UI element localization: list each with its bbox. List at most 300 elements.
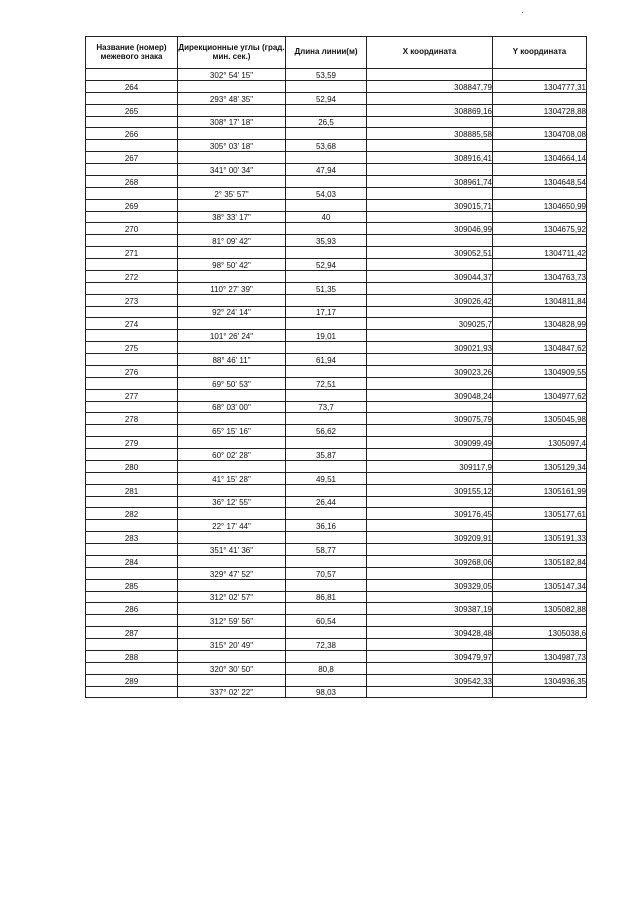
empty-cell xyxy=(493,377,587,389)
segment-row xyxy=(86,639,587,651)
empty-cell xyxy=(178,318,286,330)
y-coordinate-cell: 1304664,14 xyxy=(493,152,587,164)
point-row xyxy=(86,627,587,639)
empty-cell xyxy=(86,164,178,176)
empty-cell xyxy=(86,259,178,271)
empty-cell xyxy=(286,650,367,662)
x-coordinate-cell: 309099,49 xyxy=(367,437,493,449)
empty-cell xyxy=(178,128,286,140)
empty-cell xyxy=(493,544,587,556)
length-cell: 19,01 xyxy=(286,330,367,342)
empty-cell xyxy=(86,567,178,579)
empty-cell xyxy=(86,330,178,342)
angle-cell: 38° 33' 17" xyxy=(178,211,286,223)
empty-cell xyxy=(367,306,493,318)
length-cell: 56,62 xyxy=(286,425,367,437)
empty-cell xyxy=(367,686,493,698)
y-coordinate-cell: 1304711,42 xyxy=(493,247,587,259)
segment-row xyxy=(86,449,587,461)
y-coordinate-cell: 1304977,62 xyxy=(493,389,587,401)
point-row xyxy=(86,128,587,140)
length-cell: 40 xyxy=(286,211,367,223)
empty-cell xyxy=(86,591,178,603)
y-coordinate-cell: 1304675,92 xyxy=(493,223,587,235)
point-name-cell: 264 xyxy=(86,80,178,92)
empty-cell xyxy=(86,354,178,366)
empty-cell xyxy=(367,472,493,484)
x-coordinate-cell: 309542,33 xyxy=(367,674,493,686)
empty-cell xyxy=(286,223,367,235)
empty-cell xyxy=(493,235,587,247)
x-coordinate-cell: 309209,91 xyxy=(367,532,493,544)
angle-cell: 315° 20' 49" xyxy=(178,639,286,651)
length-cell: 72,51 xyxy=(286,377,367,389)
point-name-cell: 266 xyxy=(86,128,178,140)
y-coordinate-cell: 1304648,54 xyxy=(493,175,587,187)
segment-row xyxy=(86,306,587,318)
angle-cell: 312° 02' 57" xyxy=(178,591,286,603)
x-coordinate-cell: 309075,79 xyxy=(367,413,493,425)
scan-speck xyxy=(522,12,523,13)
y-coordinate-cell: 1304708,08 xyxy=(493,128,587,140)
empty-cell xyxy=(86,282,178,294)
segment-row xyxy=(86,282,587,294)
empty-cell xyxy=(286,579,367,591)
x-coordinate-cell: 309021,93 xyxy=(367,342,493,354)
empty-cell xyxy=(367,354,493,366)
empty-cell xyxy=(286,437,367,449)
empty-cell xyxy=(493,164,587,176)
empty-cell xyxy=(178,579,286,591)
y-coordinate-cell: 1305177,61 xyxy=(493,508,587,520)
empty-cell xyxy=(86,496,178,508)
point-name-cell: 276 xyxy=(86,365,178,377)
empty-cell xyxy=(86,662,178,674)
length-cell: 52,94 xyxy=(286,259,367,271)
x-coordinate-cell: 308916,41 xyxy=(367,152,493,164)
point-row xyxy=(86,104,587,116)
empty-cell xyxy=(178,627,286,639)
empty-cell xyxy=(86,425,178,437)
empty-cell xyxy=(493,449,587,461)
point-name-cell: 284 xyxy=(86,555,178,567)
y-coordinate-cell: 1305045,98 xyxy=(493,413,587,425)
angle-cell: 22° 17' 44" xyxy=(178,520,286,532)
empty-cell xyxy=(86,544,178,556)
point-row xyxy=(86,318,587,330)
empty-cell xyxy=(367,615,493,627)
segment-row xyxy=(86,567,587,579)
segment-row xyxy=(86,211,587,223)
empty-cell xyxy=(178,460,286,472)
empty-cell xyxy=(286,389,367,401)
point-row xyxy=(86,294,587,306)
angle-cell: 110° 27' 39" xyxy=(178,282,286,294)
angle-cell: 305° 03' 18" xyxy=(178,140,286,152)
length-cell: 17,17 xyxy=(286,306,367,318)
empty-cell xyxy=(493,686,587,698)
x-coordinate-cell: 309428,48 xyxy=(367,627,493,639)
point-row xyxy=(86,247,587,259)
point-row xyxy=(86,508,587,520)
empty-cell xyxy=(86,377,178,389)
empty-cell xyxy=(86,472,178,484)
point-name-cell: 278 xyxy=(86,413,178,425)
empty-cell xyxy=(367,377,493,389)
point-name-cell: 267 xyxy=(86,152,178,164)
y-coordinate-cell: 1305129,34 xyxy=(493,460,587,472)
empty-cell xyxy=(493,567,587,579)
empty-cell xyxy=(86,306,178,318)
length-cell: 60,54 xyxy=(286,615,367,627)
angle-cell: 351° 41' 36" xyxy=(178,544,286,556)
point-name-cell: 281 xyxy=(86,484,178,496)
empty-cell xyxy=(286,175,367,187)
empty-cell xyxy=(367,425,493,437)
point-name-cell: 289 xyxy=(86,674,178,686)
empty-cell xyxy=(493,520,587,532)
empty-cell xyxy=(286,318,367,330)
empty-cell xyxy=(86,69,178,81)
angle-cell: 308° 17' 18" xyxy=(178,116,286,128)
empty-cell xyxy=(367,544,493,556)
empty-cell xyxy=(493,69,587,81)
angle-cell: 36° 12' 55" xyxy=(178,496,286,508)
y-coordinate-cell: 1305097,4 xyxy=(493,437,587,449)
segment-row xyxy=(86,520,587,532)
length-cell: 26,5 xyxy=(286,116,367,128)
empty-cell xyxy=(86,92,178,104)
segment-row xyxy=(86,235,587,247)
x-coordinate-cell: 308961,74 xyxy=(367,175,493,187)
empty-cell xyxy=(493,211,587,223)
segment-row xyxy=(86,544,587,556)
x-coordinate-cell: 309052,51 xyxy=(367,247,493,259)
header-x: X координата xyxy=(367,37,493,69)
empty-cell xyxy=(178,508,286,520)
y-coordinate-cell: 1305082,88 xyxy=(493,603,587,615)
length-cell: 36,16 xyxy=(286,520,367,532)
angle-cell: 341° 00' 34" xyxy=(178,164,286,176)
point-name-cell: 273 xyxy=(86,294,178,306)
empty-cell xyxy=(178,294,286,306)
point-name-cell: 288 xyxy=(86,650,178,662)
x-coordinate-cell: 308885,58 xyxy=(367,128,493,140)
point-row xyxy=(86,484,587,496)
segment-row xyxy=(86,425,587,437)
header-length: Длина линии(м) xyxy=(286,37,367,69)
empty-cell xyxy=(86,235,178,247)
length-cell: 70,57 xyxy=(286,567,367,579)
y-coordinate-cell: 1304811,84 xyxy=(493,294,587,306)
x-coordinate-cell: 309387,19 xyxy=(367,603,493,615)
empty-cell xyxy=(286,247,367,259)
empty-cell xyxy=(286,413,367,425)
point-name-cell: 283 xyxy=(86,532,178,544)
empty-cell xyxy=(493,401,587,413)
x-coordinate-cell: 309329,05 xyxy=(367,579,493,591)
y-coordinate-cell: 1304847,62 xyxy=(493,342,587,354)
header-name: Название (номер) межевого знака xyxy=(86,37,178,69)
angle-cell: 60° 02' 28" xyxy=(178,449,286,461)
y-coordinate-cell: 1304828,99 xyxy=(493,318,587,330)
angle-cell: 320° 30' 50" xyxy=(178,662,286,674)
empty-cell xyxy=(286,152,367,164)
angle-cell: 2° 35' 57" xyxy=(178,187,286,199)
segment-row xyxy=(86,164,587,176)
point-row xyxy=(86,603,587,615)
empty-cell xyxy=(178,532,286,544)
x-coordinate-cell: 308847,79 xyxy=(367,80,493,92)
segment-row xyxy=(86,92,587,104)
angle-cell: 293° 48' 35" xyxy=(178,92,286,104)
empty-cell xyxy=(178,247,286,259)
point-name-cell: 272 xyxy=(86,270,178,282)
y-coordinate-cell: 1304987,73 xyxy=(493,650,587,662)
point-name-cell: 282 xyxy=(86,508,178,520)
segment-row xyxy=(86,591,587,603)
empty-cell xyxy=(178,199,286,211)
x-coordinate-cell: 309176,45 xyxy=(367,508,493,520)
angle-cell: 98° 50' 42" xyxy=(178,259,286,271)
empty-cell xyxy=(86,520,178,532)
point-row xyxy=(86,175,587,187)
empty-cell xyxy=(86,211,178,223)
angle-cell: 69° 50' 53" xyxy=(178,377,286,389)
length-cell: 86,81 xyxy=(286,591,367,603)
y-coordinate-cell: 1304728,88 xyxy=(493,104,587,116)
empty-cell xyxy=(178,484,286,496)
empty-cell xyxy=(286,603,367,615)
point-row xyxy=(86,199,587,211)
point-row xyxy=(86,270,587,282)
x-coordinate-cell: 309046,99 xyxy=(367,223,493,235)
empty-cell xyxy=(178,555,286,567)
angle-cell: 329° 47' 52" xyxy=(178,567,286,579)
table-body xyxy=(86,69,587,698)
angle-cell: 81° 09' 42" xyxy=(178,235,286,247)
x-coordinate-cell: 308869,16 xyxy=(367,104,493,116)
segment-row xyxy=(86,615,587,627)
point-row xyxy=(86,650,587,662)
empty-cell xyxy=(86,401,178,413)
point-name-cell: 277 xyxy=(86,389,178,401)
empty-cell xyxy=(286,532,367,544)
empty-cell xyxy=(178,674,286,686)
x-coordinate-cell: 309044,37 xyxy=(367,270,493,282)
angle-cell: 65° 15' 16" xyxy=(178,425,286,437)
empty-cell xyxy=(367,187,493,199)
empty-cell xyxy=(367,449,493,461)
empty-cell xyxy=(367,116,493,128)
empty-cell xyxy=(493,639,587,651)
empty-cell xyxy=(286,627,367,639)
empty-cell xyxy=(286,294,367,306)
angle-cell: 68° 03' 00" xyxy=(178,401,286,413)
x-coordinate-cell: 309268,06 xyxy=(367,555,493,567)
x-coordinate-cell: 309117,9 xyxy=(367,460,493,472)
angle-cell: 337° 02' 22" xyxy=(178,686,286,698)
empty-cell xyxy=(178,175,286,187)
empty-cell xyxy=(286,342,367,354)
empty-cell xyxy=(178,603,286,615)
point-name-cell: 271 xyxy=(86,247,178,259)
length-cell: 73,7 xyxy=(286,401,367,413)
segment-row xyxy=(86,401,587,413)
empty-cell xyxy=(86,639,178,651)
empty-cell xyxy=(367,235,493,247)
x-coordinate-cell: 309015,71 xyxy=(367,199,493,211)
length-cell: 80,8 xyxy=(286,662,367,674)
empty-cell xyxy=(367,639,493,651)
point-row xyxy=(86,674,587,686)
empty-cell xyxy=(86,449,178,461)
empty-cell xyxy=(493,306,587,318)
segment-row xyxy=(86,330,587,342)
empty-cell xyxy=(286,80,367,92)
length-cell: 35,93 xyxy=(286,235,367,247)
length-cell: 53,59 xyxy=(286,69,367,81)
point-row xyxy=(86,365,587,377)
segment-row xyxy=(86,354,587,366)
x-coordinate-cell: 309023,26 xyxy=(367,365,493,377)
empty-cell xyxy=(286,365,367,377)
empty-cell xyxy=(367,164,493,176)
empty-cell xyxy=(178,437,286,449)
segment-row xyxy=(86,496,587,508)
length-cell: 47,94 xyxy=(286,164,367,176)
point-row xyxy=(86,389,587,401)
empty-cell xyxy=(493,116,587,128)
y-coordinate-cell: 1305161,99 xyxy=(493,484,587,496)
length-cell: 61,94 xyxy=(286,354,367,366)
point-row xyxy=(86,579,587,591)
empty-cell xyxy=(178,389,286,401)
y-coordinate-cell: 1305182,84 xyxy=(493,555,587,567)
segment-row xyxy=(86,377,587,389)
empty-cell xyxy=(178,152,286,164)
empty-cell xyxy=(493,282,587,294)
point-name-cell: 268 xyxy=(86,175,178,187)
empty-cell xyxy=(493,330,587,342)
point-name-cell: 265 xyxy=(86,104,178,116)
empty-cell xyxy=(178,413,286,425)
point-name-cell: 274 xyxy=(86,318,178,330)
point-row xyxy=(86,555,587,567)
x-coordinate-cell: 309479,97 xyxy=(367,650,493,662)
empty-cell xyxy=(86,686,178,698)
angle-cell: 302° 54' 15" xyxy=(178,69,286,81)
empty-cell xyxy=(286,508,367,520)
empty-cell xyxy=(178,270,286,282)
y-coordinate-cell: 1305147,34 xyxy=(493,579,587,591)
empty-cell xyxy=(367,496,493,508)
x-coordinate-cell: 309025,7 xyxy=(367,318,493,330)
empty-cell xyxy=(493,591,587,603)
length-cell: 53,68 xyxy=(286,140,367,152)
point-name-cell: 287 xyxy=(86,627,178,639)
length-cell: 35,87 xyxy=(286,449,367,461)
y-coordinate-cell: 1304777,31 xyxy=(493,80,587,92)
empty-cell xyxy=(493,615,587,627)
empty-cell xyxy=(286,199,367,211)
angle-cell: 92° 24' 14" xyxy=(178,306,286,318)
empty-cell xyxy=(367,520,493,532)
x-coordinate-cell: 309048,24 xyxy=(367,389,493,401)
empty-cell xyxy=(493,354,587,366)
point-row xyxy=(86,152,587,164)
y-coordinate-cell: 1304763,73 xyxy=(493,270,587,282)
header-y: Y координата xyxy=(493,37,587,69)
segment-row xyxy=(86,686,587,698)
x-coordinate-cell: 309155,12 xyxy=(367,484,493,496)
y-coordinate-cell: 1304936,35 xyxy=(493,674,587,686)
segment-row xyxy=(86,187,587,199)
boundary-coordinates-table xyxy=(85,36,587,698)
y-coordinate-cell: 1305191,33 xyxy=(493,532,587,544)
point-name-cell: 269 xyxy=(86,199,178,211)
length-cell: 54,03 xyxy=(286,187,367,199)
empty-cell xyxy=(286,674,367,686)
length-cell: 58,77 xyxy=(286,544,367,556)
point-row xyxy=(86,460,587,472)
empty-cell xyxy=(286,270,367,282)
angle-cell: 88° 46' 11" xyxy=(178,354,286,366)
empty-cell xyxy=(493,187,587,199)
length-cell: 72,38 xyxy=(286,639,367,651)
empty-cell xyxy=(286,128,367,140)
segment-row xyxy=(86,662,587,674)
empty-cell xyxy=(367,69,493,81)
angle-cell: 101° 26' 24" xyxy=(178,330,286,342)
point-row xyxy=(86,342,587,354)
empty-cell xyxy=(86,615,178,627)
empty-cell xyxy=(367,567,493,579)
segment-row xyxy=(86,259,587,271)
length-cell: 51,35 xyxy=(286,282,367,294)
segment-row xyxy=(86,472,587,484)
empty-cell xyxy=(493,140,587,152)
empty-cell xyxy=(178,80,286,92)
point-name-cell: 270 xyxy=(86,223,178,235)
angle-cell: 312° 59' 56" xyxy=(178,615,286,627)
empty-cell xyxy=(367,330,493,342)
point-name-cell: 275 xyxy=(86,342,178,354)
empty-cell xyxy=(367,259,493,271)
point-row xyxy=(86,223,587,235)
empty-cell xyxy=(367,401,493,413)
length-cell: 98,03 xyxy=(286,686,367,698)
empty-cell xyxy=(367,211,493,223)
length-cell: 26,44 xyxy=(286,496,367,508)
point-row xyxy=(86,80,587,92)
point-row xyxy=(86,413,587,425)
header-angle: Дирекционные углы (град. мин. сек.) xyxy=(178,37,286,69)
y-coordinate-cell: 1304650,99 xyxy=(493,199,587,211)
empty-cell xyxy=(286,484,367,496)
empty-cell xyxy=(86,140,178,152)
segment-row xyxy=(86,140,587,152)
empty-cell xyxy=(493,259,587,271)
empty-cell xyxy=(178,342,286,354)
empty-cell xyxy=(178,223,286,235)
empty-cell xyxy=(493,472,587,484)
empty-cell xyxy=(178,650,286,662)
empty-cell xyxy=(286,555,367,567)
length-cell: 49,51 xyxy=(286,472,367,484)
length-cell: 52,94 xyxy=(286,92,367,104)
empty-cell xyxy=(286,460,367,472)
